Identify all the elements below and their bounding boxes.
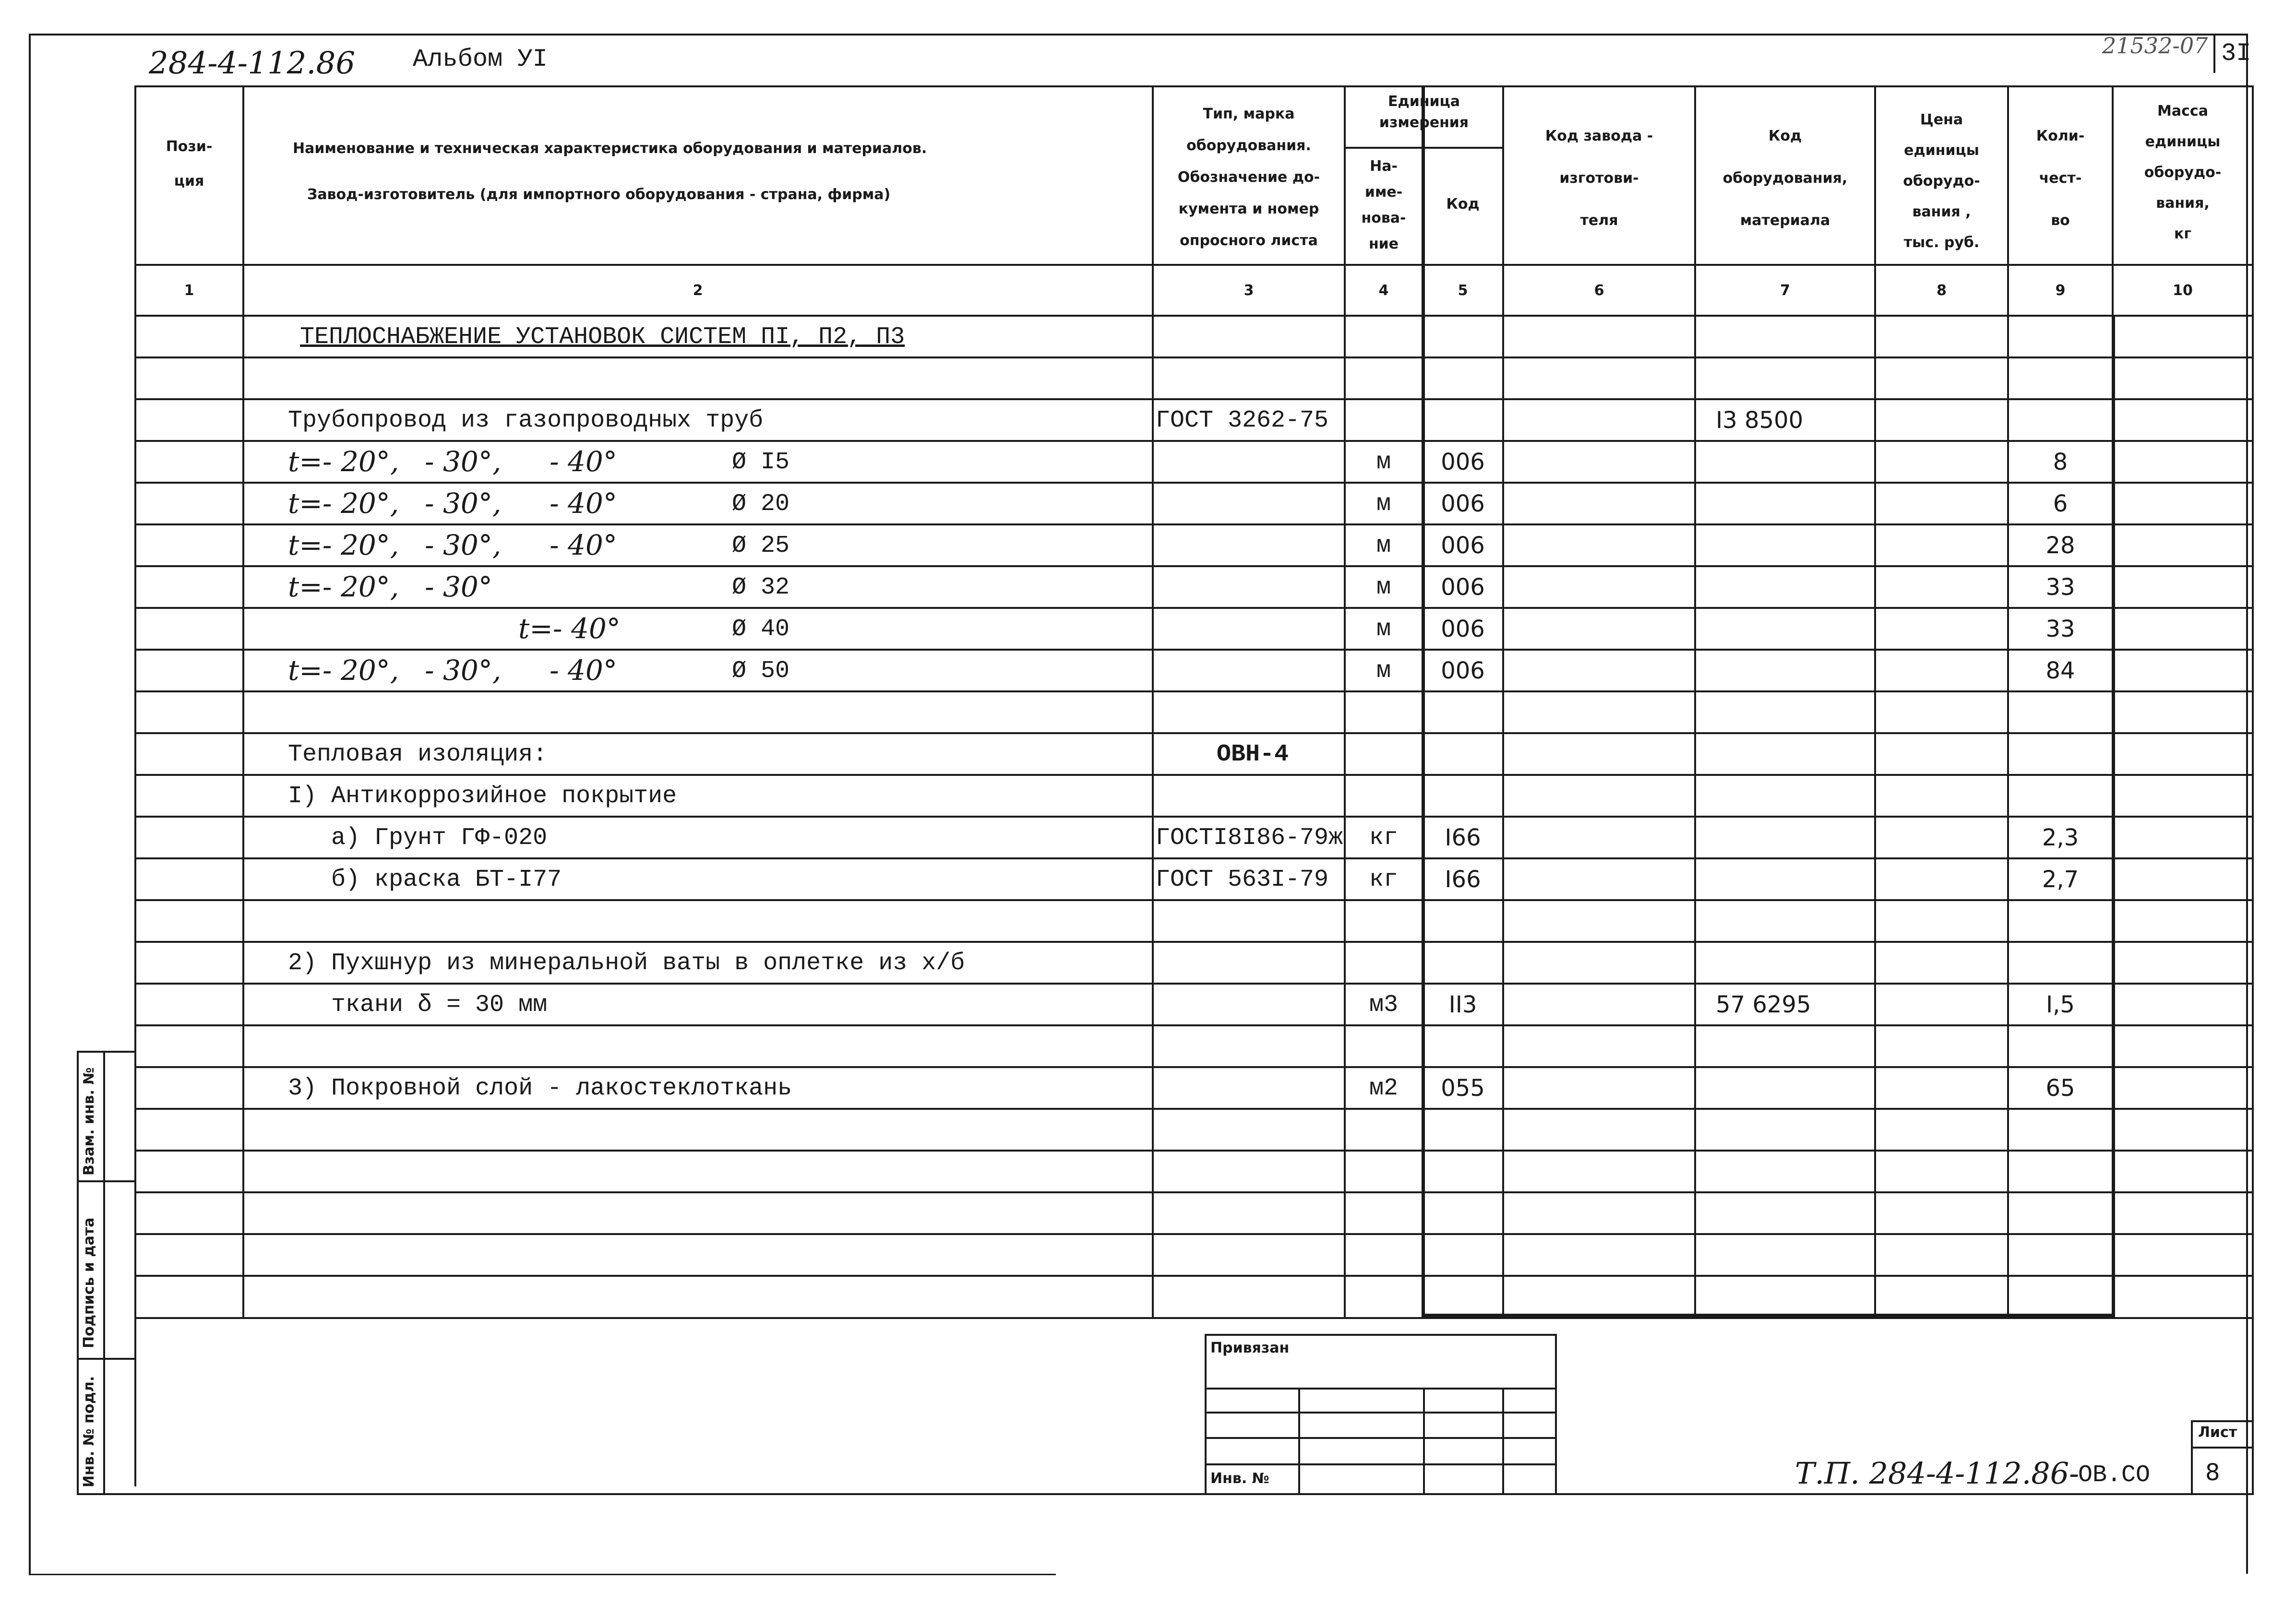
unit-code: I66 [1445, 824, 1481, 851]
unit-name: м [1376, 616, 1391, 643]
grid-line [2252, 1317, 2254, 1495]
col-num-5: 5 [1458, 282, 1468, 299]
unit-code: 055 [1441, 1075, 1485, 1102]
temp-30: - 30°, [425, 487, 502, 520]
unit-name: м [1376, 449, 1391, 476]
row-line [134, 690, 2252, 692]
item-name: Трубопровод из газопроводных труб [288, 407, 764, 434]
pipe-diameter: Ø 40 [732, 616, 790, 643]
header-name: Наименование и техническая характеристика оборудования и материалов. Завод-изготовитель (для импортного оборудования - страна, фирма) [293, 140, 927, 203]
temp-40: - 40° [550, 654, 617, 687]
grid-line [2252, 85, 2254, 1317]
tb-line [2191, 1420, 2193, 1495]
sheet-label: Лист [2198, 1424, 2237, 1441]
temp-30: - 30°, [425, 529, 502, 561]
section-title: ТЕПЛОСНАБЖЕНИЕ УСТАНОВОК СИСТЕМ ПI, П2, П3 [300, 323, 905, 351]
col-num-6: 6 [1594, 282, 1604, 299]
stamp-line [77, 1180, 134, 1182]
grid-line [1422, 85, 1425, 1317]
tb-line [1555, 1334, 1557, 1493]
grid-line [134, 264, 2252, 266]
sheet-number: 8 [2205, 1459, 2220, 1486]
header-equipment-code: Код оборудования, материала [1722, 128, 1848, 229]
col-num-3: 3 [1244, 282, 1254, 299]
item-name: а) Грунт ГФ-020 [331, 824, 548, 852]
pipe-diameter: Ø 32 [732, 574, 790, 601]
temp-20: t=- 20°, [288, 570, 399, 603]
row-line [134, 482, 2252, 484]
grid-line [134, 85, 2252, 87]
page-number: 3I [2221, 39, 2251, 68]
tb-line [1502, 1388, 1504, 1493]
row-line [134, 1233, 2252, 1235]
document-ref: ГОСТ 563I-79 [1156, 866, 1329, 893]
row-line [134, 440, 2252, 442]
unit-code: II3 [1448, 991, 1477, 1018]
stamp-line [77, 1051, 134, 1053]
unit-name: кг [1369, 824, 1398, 852]
grid-line [1423, 1314, 2114, 1317]
item-name: I) Антикоррозийное покрытие [288, 783, 677, 810]
col-num-8: 8 [1937, 282, 1947, 299]
temp-40: t=- 40° [518, 612, 621, 645]
quantity: I,5 [2046, 991, 2075, 1018]
row-line [134, 1150, 2252, 1152]
equipment-code: I3 8500 [1716, 407, 1804, 434]
header-mass: Масса единицы оборудо- вания, кг [2144, 103, 2222, 242]
col-num-4: 4 [1378, 282, 1389, 299]
row-line [134, 899, 2252, 901]
archive-number: 21532-07 [2102, 33, 2208, 59]
designation-hand: Т.П. 284-4-112.86- [1795, 1456, 2080, 1491]
row-line [134, 398, 2252, 400]
row-line [134, 732, 2252, 734]
col-num-2: 2 [693, 282, 703, 299]
quantity: 8 [2053, 449, 2068, 475]
pipe-diameter: Ø 50 [732, 657, 790, 685]
row-line [134, 816, 2252, 818]
grid-line [2112, 315, 2115, 1317]
designation-type: ОВ.СО [2078, 1461, 2151, 1489]
document-ref: ГОСТI8I86-79ж [1156, 824, 1343, 852]
pipe-diameter: Ø I5 [732, 449, 790, 476]
row-line [134, 983, 2252, 985]
grid-line [2007, 85, 2009, 1317]
stamp-replaced-inv: Взам. инв. № [81, 1067, 97, 1176]
project-code: 284-4-112.86 [149, 46, 356, 81]
equipment-code: 57 6295 [1716, 991, 1811, 1018]
temp-40: - 40° [550, 487, 617, 520]
row-line [134, 607, 2252, 609]
stamp-original-inv: Инв. № подл. [81, 1376, 97, 1487]
tb-line [1423, 1388, 1425, 1493]
quantity: 6 [2053, 490, 2068, 517]
temp-40: - 40° [550, 529, 617, 561]
col-num-10: 10 [2173, 282, 2193, 299]
unit-code: 006 [1441, 574, 1485, 601]
document-ref: ОВН-4 [1217, 741, 1289, 768]
stamp-line [103, 1051, 105, 1495]
quantity: 84 [2045, 657, 2075, 684]
row-line [134, 1191, 2252, 1193]
unit-name: м [1376, 532, 1391, 559]
col-num-9: 9 [2055, 282, 2066, 299]
row-line [134, 941, 2252, 943]
unit-code: 006 [1441, 449, 1485, 475]
unit-code: 006 [1441, 532, 1485, 559]
unit-code: 006 [1441, 616, 1485, 642]
unit-name: кг [1369, 866, 1398, 893]
temp-30: - 30°, [425, 445, 502, 478]
quantity: 28 [2045, 532, 2075, 559]
col-num-7: 7 [1780, 282, 1790, 299]
quantity: 2,7 [2042, 866, 2079, 893]
row-line [134, 1024, 2252, 1026]
unit-name: м [1376, 574, 1391, 601]
temp-20: t=- 20°, [288, 529, 399, 561]
temp-30: - 30° [425, 570, 492, 603]
tb-line [1205, 1334, 1207, 1493]
temp-20: t=- 20°, [288, 487, 399, 520]
col-num-1: 1 [184, 282, 194, 299]
row-line [134, 565, 2252, 567]
grid-line [1874, 85, 1876, 1317]
unit-name: м2 [1369, 1075, 1398, 1102]
quantity: 2,3 [2042, 824, 2079, 851]
row-line [134, 356, 2252, 358]
tb-line [2191, 1447, 2252, 1449]
item-name: ткани δ = 30 мм [331, 991, 548, 1019]
page-num-divider [2213, 34, 2215, 73]
stamp-line [77, 1051, 79, 1495]
header-unit-name: На- име- нова- ние [1361, 158, 1406, 252]
album-label: Альбом УI [413, 45, 548, 73]
unit-name: м [1376, 657, 1391, 685]
temp-30: - 30°, [425, 654, 502, 687]
grid-line [1694, 85, 1696, 1317]
row-line [134, 1275, 2252, 1277]
unit-code: I66 [1445, 866, 1481, 893]
pipe-diameter: Ø 20 [732, 490, 790, 518]
tb-line [2191, 1420, 2252, 1422]
grid-line [134, 315, 2252, 317]
inv-label: Инв. № [1210, 1470, 1269, 1487]
temp-20: t=- 20°, [288, 654, 399, 687]
quantity: 33 [2045, 574, 2075, 601]
left-border [29, 34, 31, 1574]
quantity: 33 [2045, 616, 2075, 642]
item-name: б) краска БТ-I77 [331, 866, 562, 893]
unit-name: м3 [1369, 991, 1398, 1019]
header-unit-group: Единица измерения [1379, 93, 1469, 131]
item-name: Тепловая изоляция: [288, 741, 548, 768]
top-border [29, 34, 2246, 36]
row-line [134, 523, 2252, 525]
header-unit-code: Код [1446, 196, 1480, 213]
attached-label: Привязан [1210, 1340, 1290, 1356]
header-position: Пози- ция [166, 138, 213, 190]
quantity: 65 [2045, 1075, 2075, 1102]
stamp-line [77, 1358, 134, 1360]
pipe-diameter: Ø 25 [732, 532, 790, 559]
stamp-line [77, 1493, 2254, 1495]
unit-code: 006 [1441, 490, 1485, 517]
temp-20: t=- 20°, [288, 445, 399, 478]
header-quantity: Коли- чест- во [2036, 128, 2085, 229]
grid-line [242, 85, 244, 1317]
row-line [134, 774, 2252, 776]
document-ref: ГОСТ 3262-75 [1156, 407, 1329, 434]
row-line [134, 857, 2252, 859]
tb-line [1298, 1388, 1300, 1493]
grid-line [1152, 85, 1154, 1317]
header-price: Цена единицы оборудо- вания , тыс. руб. [1903, 111, 1980, 251]
unit-name: м [1376, 490, 1391, 518]
item-name: 2) Пухшнур из минеральной ваты в оплетке из х/б [288, 950, 965, 977]
row-line [134, 1066, 2252, 1068]
tb-line [1205, 1334, 1555, 1336]
item-name: 3) Покровной слой - лакостеклоткань [288, 1075, 792, 1102]
unit-code: 006 [1441, 657, 1485, 684]
stamp-signature-date: Подпись и дата [81, 1217, 97, 1348]
header-type: Тип, марка оборудования. Обозначение до- кумента и номер опросного листа [1177, 106, 1320, 249]
grid-line [1344, 85, 1346, 1317]
header-plant-code: Код завода - изготови- теля [1545, 128, 1653, 229]
row-line [134, 1108, 2252, 1110]
temp-40: - 40° [550, 445, 617, 478]
grid-line [1502, 85, 1504, 1317]
bottom-border [29, 1574, 1056, 1575]
grid-line [134, 1317, 2252, 1319]
row-line [134, 649, 2252, 651]
